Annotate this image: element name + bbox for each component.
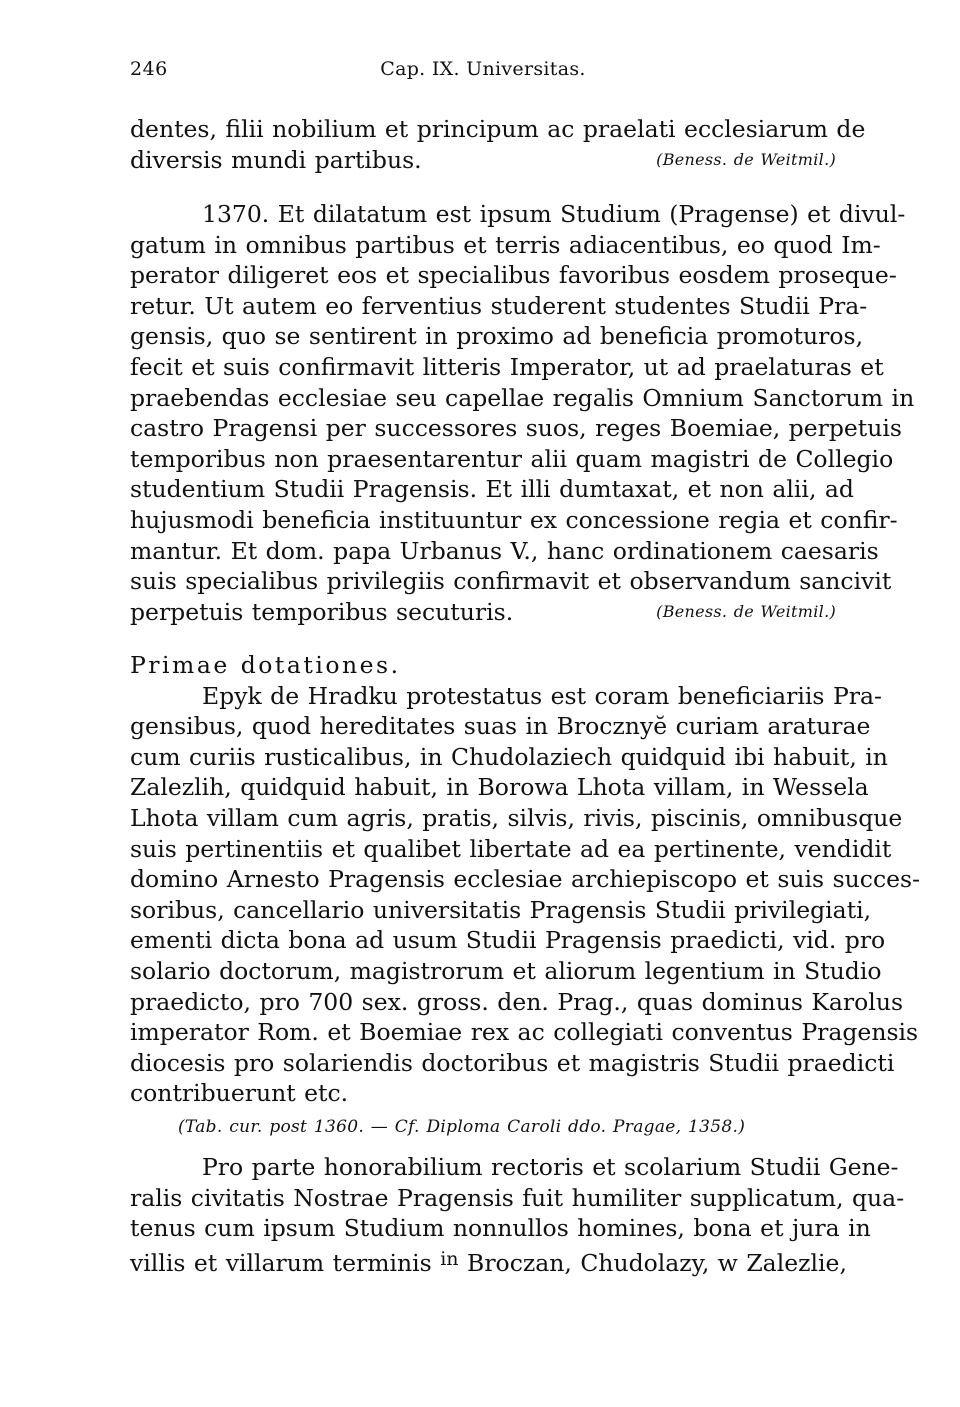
text-line: perator diligeret eos et specialibus favoribus eosdem proseque- (130, 261, 897, 290)
citation: (Beness. de Weitmil.) (656, 149, 836, 169)
text-line-content: diversis mundi partibus. (130, 145, 422, 174)
text-line: hujusmodi beneficia instituuntur ex concessione regia et confir- (130, 505, 898, 534)
text-line: 1370. Et dilatatum est ipsum Studium (Pragense) et divul- (202, 200, 906, 228)
text-line (130, 145, 836, 176)
text-line: cum curiis rusticalibus, in Chudolaziech quidquid ibi habuit, in (130, 742, 888, 771)
citation-line (130, 1109, 836, 1140)
text-line: Pro parte honorabilium rectoris et scolarium Studii Gene- (202, 1153, 899, 1181)
text-line: solario doctorum, magistrorum et aliorum legentium in Studio (130, 956, 882, 985)
paragraph-1370 (130, 199, 915, 627)
text-line: Lhota villam cum agris, pratis, silvis, rivis, piscinis, omnibusque (130, 803, 903, 832)
text-line-content: perpetuis temporibus secuturis. (130, 597, 514, 626)
text-line: suis specialibus privilegiis confirmavit et observandum sancivit (130, 567, 892, 596)
text-line: Zalezlih, quidquid habuit, in Borowa Lhota villam, in Wessela (130, 773, 869, 802)
text-line: gatum in omnibus partibus et terris adiacentibus, eo quod Im- (130, 230, 881, 259)
text-line: soribus, cancellario universitatis Pragensis Studii privilegiati, (130, 895, 872, 924)
text-line (130, 1244, 847, 1277)
paragraph-continuation (130, 114, 866, 175)
page-header (130, 58, 836, 90)
text-line (130, 597, 836, 628)
text-line: contribuerunt etc. (130, 1079, 349, 1108)
text-line: praedicto, pro 700 sex. gross. den. Prag., quas dominus Karolus (130, 987, 904, 1016)
text-line: retur. Ut autem eo ferventius studerent studentes Studii Pra- (130, 291, 868, 320)
paragraph-pro-parte (130, 1152, 905, 1277)
text-line-content: Broczan, Chudolazy, w Zalezlie, (467, 1248, 847, 1277)
text-line: studentium Studii Pragensis. Et illi dumtaxat, et non alii, ad (130, 475, 854, 504)
text-line: gensis, quo se sentirent in proximo ad beneficia promoturos, (130, 322, 864, 351)
text-line: mantur. Et dom. papa Urbanus V., hanc ordinationem caesaris (130, 536, 879, 565)
text-line-content: villis et villarum terminis (130, 1248, 432, 1277)
citation: (Tab. cur. post 1360. — Cf. Diploma Caroli ddo. Pragae, 1358.) (178, 1116, 746, 1137)
section-primae-dotationes (130, 650, 921, 1140)
text-line: suis pertinentiis et qualibet libertate ad ea pertinente, vendidit (130, 834, 892, 863)
text-line: praebendas ecclesiae seu capellae regalis Omnium Sanctorum in (130, 383, 915, 412)
text-line: ralis civitatis Nostrae Pragensis fuit humiliter supplicatum, qua- (130, 1183, 905, 1212)
section-heading: Primae dotationes. (130, 651, 401, 679)
text-line: tenus cum ipsum Studium nonnullos homines, bona et jura in (130, 1214, 871, 1243)
superscript-text: in (440, 1247, 459, 1270)
text-line: temporibus non praesentarentur alii quam magistri de Collegio (130, 444, 894, 473)
page-number: 246 (130, 58, 168, 80)
text-line: domino Arnesto Pragensis ecclesiae archiepiscopo et suis succes- (130, 865, 921, 894)
text-line: diocesis pro solariendis doctoribus et magistris Studii praedicti (130, 1048, 895, 1077)
text-line: dentes, filii nobilium et principum ac praelati ecclesiarum de (130, 115, 866, 143)
text-line: imperator Rom. et Boemiae rex ac collegiati conventus Pragensis (130, 1018, 919, 1047)
text-line: gensibus, quod hereditates suas in Brocznyĕ curiam araturae (130, 712, 871, 741)
text-line: Epyk de Hradku protestatus est coram beneficiariis Pra- (202, 681, 882, 710)
text-line: ementi dicta bona ad usum Studii Pragensis praedicti, vid. pro (130, 926, 886, 955)
running-head: Cap. IX. Universitas. (380, 58, 586, 80)
citation: (Beness. de Weitmil.) (656, 601, 836, 621)
text-line: castro Pragensi per successores suos, reges Boemiae, perpetuis (130, 414, 902, 443)
text-line: fecit et suis confirmavit litteris Imperator, ut ad praelaturas et (130, 352, 884, 381)
